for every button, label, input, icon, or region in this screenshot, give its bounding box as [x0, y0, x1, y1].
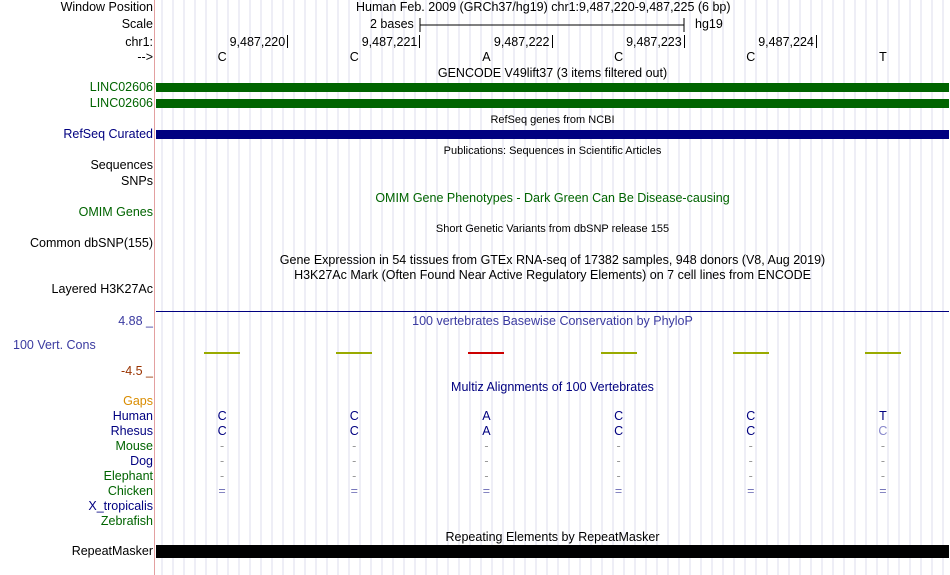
- aligned-base: T: [879, 409, 887, 423]
- aligned-base: =: [879, 484, 887, 498]
- aligned-base: A: [482, 424, 491, 438]
- ruler-position-label: 9,487,222: [493, 35, 550, 49]
- gtex-track-title[interactable]: Gene Expression in 54 tissues from GTEx RNA-seq of 17382 samples, 948 donors (V8, Aug 2019): [279, 253, 826, 267]
- aligned-base: =: [350, 484, 358, 498]
- reference-base: A: [482, 50, 491, 64]
- aligned-base: C: [746, 424, 756, 438]
- reference-base: C: [746, 50, 756, 64]
- aligned-base: -: [484, 469, 489, 483]
- aligned-base: C: [349, 409, 359, 423]
- window-position-label: Window Position: [60, 0, 153, 14]
- ruler-tick: [816, 35, 817, 48]
- species-label[interactable]: Dog: [130, 454, 153, 468]
- aligned-base: -: [219, 439, 225, 453]
- ruler-position-label: 9,487,220: [229, 35, 286, 49]
- window-position-value: Human Feb. 2009 (GRCh37/hg19) chr1:9,487,220-9,487,225 (6 bp): [356, 0, 731, 14]
- aligned-base: C: [217, 409, 227, 423]
- phylop-score-mark: [733, 352, 769, 354]
- aligned-base: -: [352, 454, 357, 468]
- aligned-base: -: [352, 439, 357, 453]
- ruler-position-label: 9,487,224: [758, 35, 814, 49]
- aligned-base: -: [880, 439, 885, 453]
- refseq-track-label[interactable]: RefSeq Curated: [63, 127, 153, 141]
- scale-left-text: 2 bases: [370, 17, 414, 31]
- ruler-position-label: 9,487,223: [626, 35, 682, 49]
- reference-base: C: [349, 50, 359, 64]
- phylop-track-title[interactable]: 100 vertebrates Basewise Conservation by PhyloP: [412, 314, 693, 328]
- gencode-feature-bar-1[interactable]: [156, 83, 949, 92]
- ruler-tick: [684, 35, 685, 48]
- phylop-max-value: 4.88 _: [118, 314, 153, 328]
- species-label[interactable]: Zebrafish: [100, 514, 153, 528]
- aligned-base: -: [616, 454, 621, 468]
- multiz-track-title[interactable]: Multiz Alignments of 100 Vertebrates: [451, 380, 654, 394]
- aligned-base: C: [614, 409, 624, 423]
- phylop-score-mark: [204, 352, 240, 354]
- h3k27ac-track-title[interactable]: H3K27Ac Mark (Often Found Near Active Regulatory Elements) on 7 cell lines from ENCODE: [294, 268, 811, 282]
- snps-label: SNPs: [121, 174, 153, 188]
- aligned-base: -: [484, 439, 489, 453]
- aligned-base: C: [349, 424, 359, 438]
- aligned-base: -: [748, 439, 753, 453]
- ruler-tick: [419, 35, 420, 48]
- chrom-label: chr1:: [125, 35, 153, 49]
- aligned-base: -: [616, 439, 621, 453]
- species-label[interactable]: Human: [112, 409, 153, 423]
- refseq-track-title[interactable]: RefSeq genes from NCBI: [490, 114, 615, 126]
- gencode-item-label-1[interactable]: LINC02606: [89, 80, 153, 94]
- ruler-tick: [552, 35, 553, 48]
- label-column-separator: [154, 0, 155, 575]
- ruler-tick: [287, 35, 288, 48]
- reference-base: T: [879, 50, 887, 64]
- scale-label: Scale: [121, 17, 153, 31]
- aligned-base: -: [219, 469, 225, 483]
- gencode-item-label-2[interactable]: LINC02606: [89, 96, 153, 110]
- aligned-base: A: [482, 409, 491, 423]
- h3k27ac-track-label[interactable]: Layered H3K27Ac: [51, 282, 153, 296]
- aligned-base: =: [218, 484, 226, 498]
- phylop-min-value: -4.5 _: [121, 364, 153, 378]
- aligned-base: =: [482, 484, 491, 498]
- publications-track-title[interactable]: Publications: Sequences in Scientific Articles: [443, 145, 662, 157]
- species-label[interactable]: Mouse: [115, 439, 153, 453]
- reference-base: C: [217, 50, 227, 64]
- multiz-gaps-label: Gaps: [123, 394, 153, 408]
- phylop-track-label[interactable]: 100 Vert. Cons: [13, 338, 96, 352]
- aligned-base: C: [217, 424, 227, 438]
- aligned-base: -: [880, 454, 885, 468]
- aligned-base: -: [219, 454, 225, 468]
- reference-base: C: [614, 50, 624, 64]
- species-label[interactable]: Elephant: [103, 469, 153, 483]
- strand-label: -->: [137, 50, 153, 64]
- aligned-base: -: [484, 454, 489, 468]
- dbsnp-track-title[interactable]: Short Genetic Variants from dbSNP release 155: [435, 223, 670, 235]
- species-label[interactable]: X_tropicalis: [88, 499, 153, 513]
- phylop-score-mark: [601, 352, 637, 354]
- aligned-base: C: [746, 409, 756, 423]
- repeatmasker-track-title[interactable]: Repeating Elements by RepeatMasker: [445, 530, 660, 544]
- aligned-base: C: [614, 424, 624, 438]
- scale-assembly: hg19: [695, 17, 723, 31]
- aligned-base: -: [352, 469, 357, 483]
- omim-track-label[interactable]: OMIM Genes: [78, 205, 153, 219]
- aligned-base: -: [748, 469, 753, 483]
- aligned-base: -: [616, 469, 621, 483]
- aligned-base: =: [747, 484, 755, 498]
- phylop-top-line: [156, 311, 949, 312]
- gencode-track-title[interactable]: GENCODE V49lift37 (3 items filtered out): [437, 66, 668, 80]
- aligned-base: -: [748, 454, 753, 468]
- species-label[interactable]: Rhesus: [110, 424, 153, 438]
- publications-track-label[interactable]: Sequences: [90, 158, 153, 172]
- aligned-base: C: [878, 424, 888, 438]
- phylop-score-mark: [468, 352, 504, 354]
- scale-bar: [418, 17, 688, 33]
- refseq-feature-bar[interactable]: [156, 130, 949, 139]
- aligned-base: -: [880, 469, 885, 483]
- aligned-base: =: [614, 484, 623, 498]
- repeatmasker-feature-bar[interactable]: [156, 545, 949, 558]
- omim-track-title[interactable]: OMIM Gene Phenotypes - Dark Green Can Be Disease-causing: [375, 191, 730, 205]
- phylop-score-mark: [865, 352, 901, 354]
- species-label[interactable]: Chicken: [107, 484, 153, 498]
- gencode-feature-bar-2[interactable]: [156, 99, 949, 108]
- ruler-position-label: 9,487,221: [361, 35, 418, 49]
- repeatmasker-track-label[interactable]: RepeatMasker: [71, 544, 153, 558]
- dbsnp-track-label[interactable]: Common dbSNP(155): [30, 236, 153, 250]
- phylop-score-mark: [336, 352, 372, 354]
